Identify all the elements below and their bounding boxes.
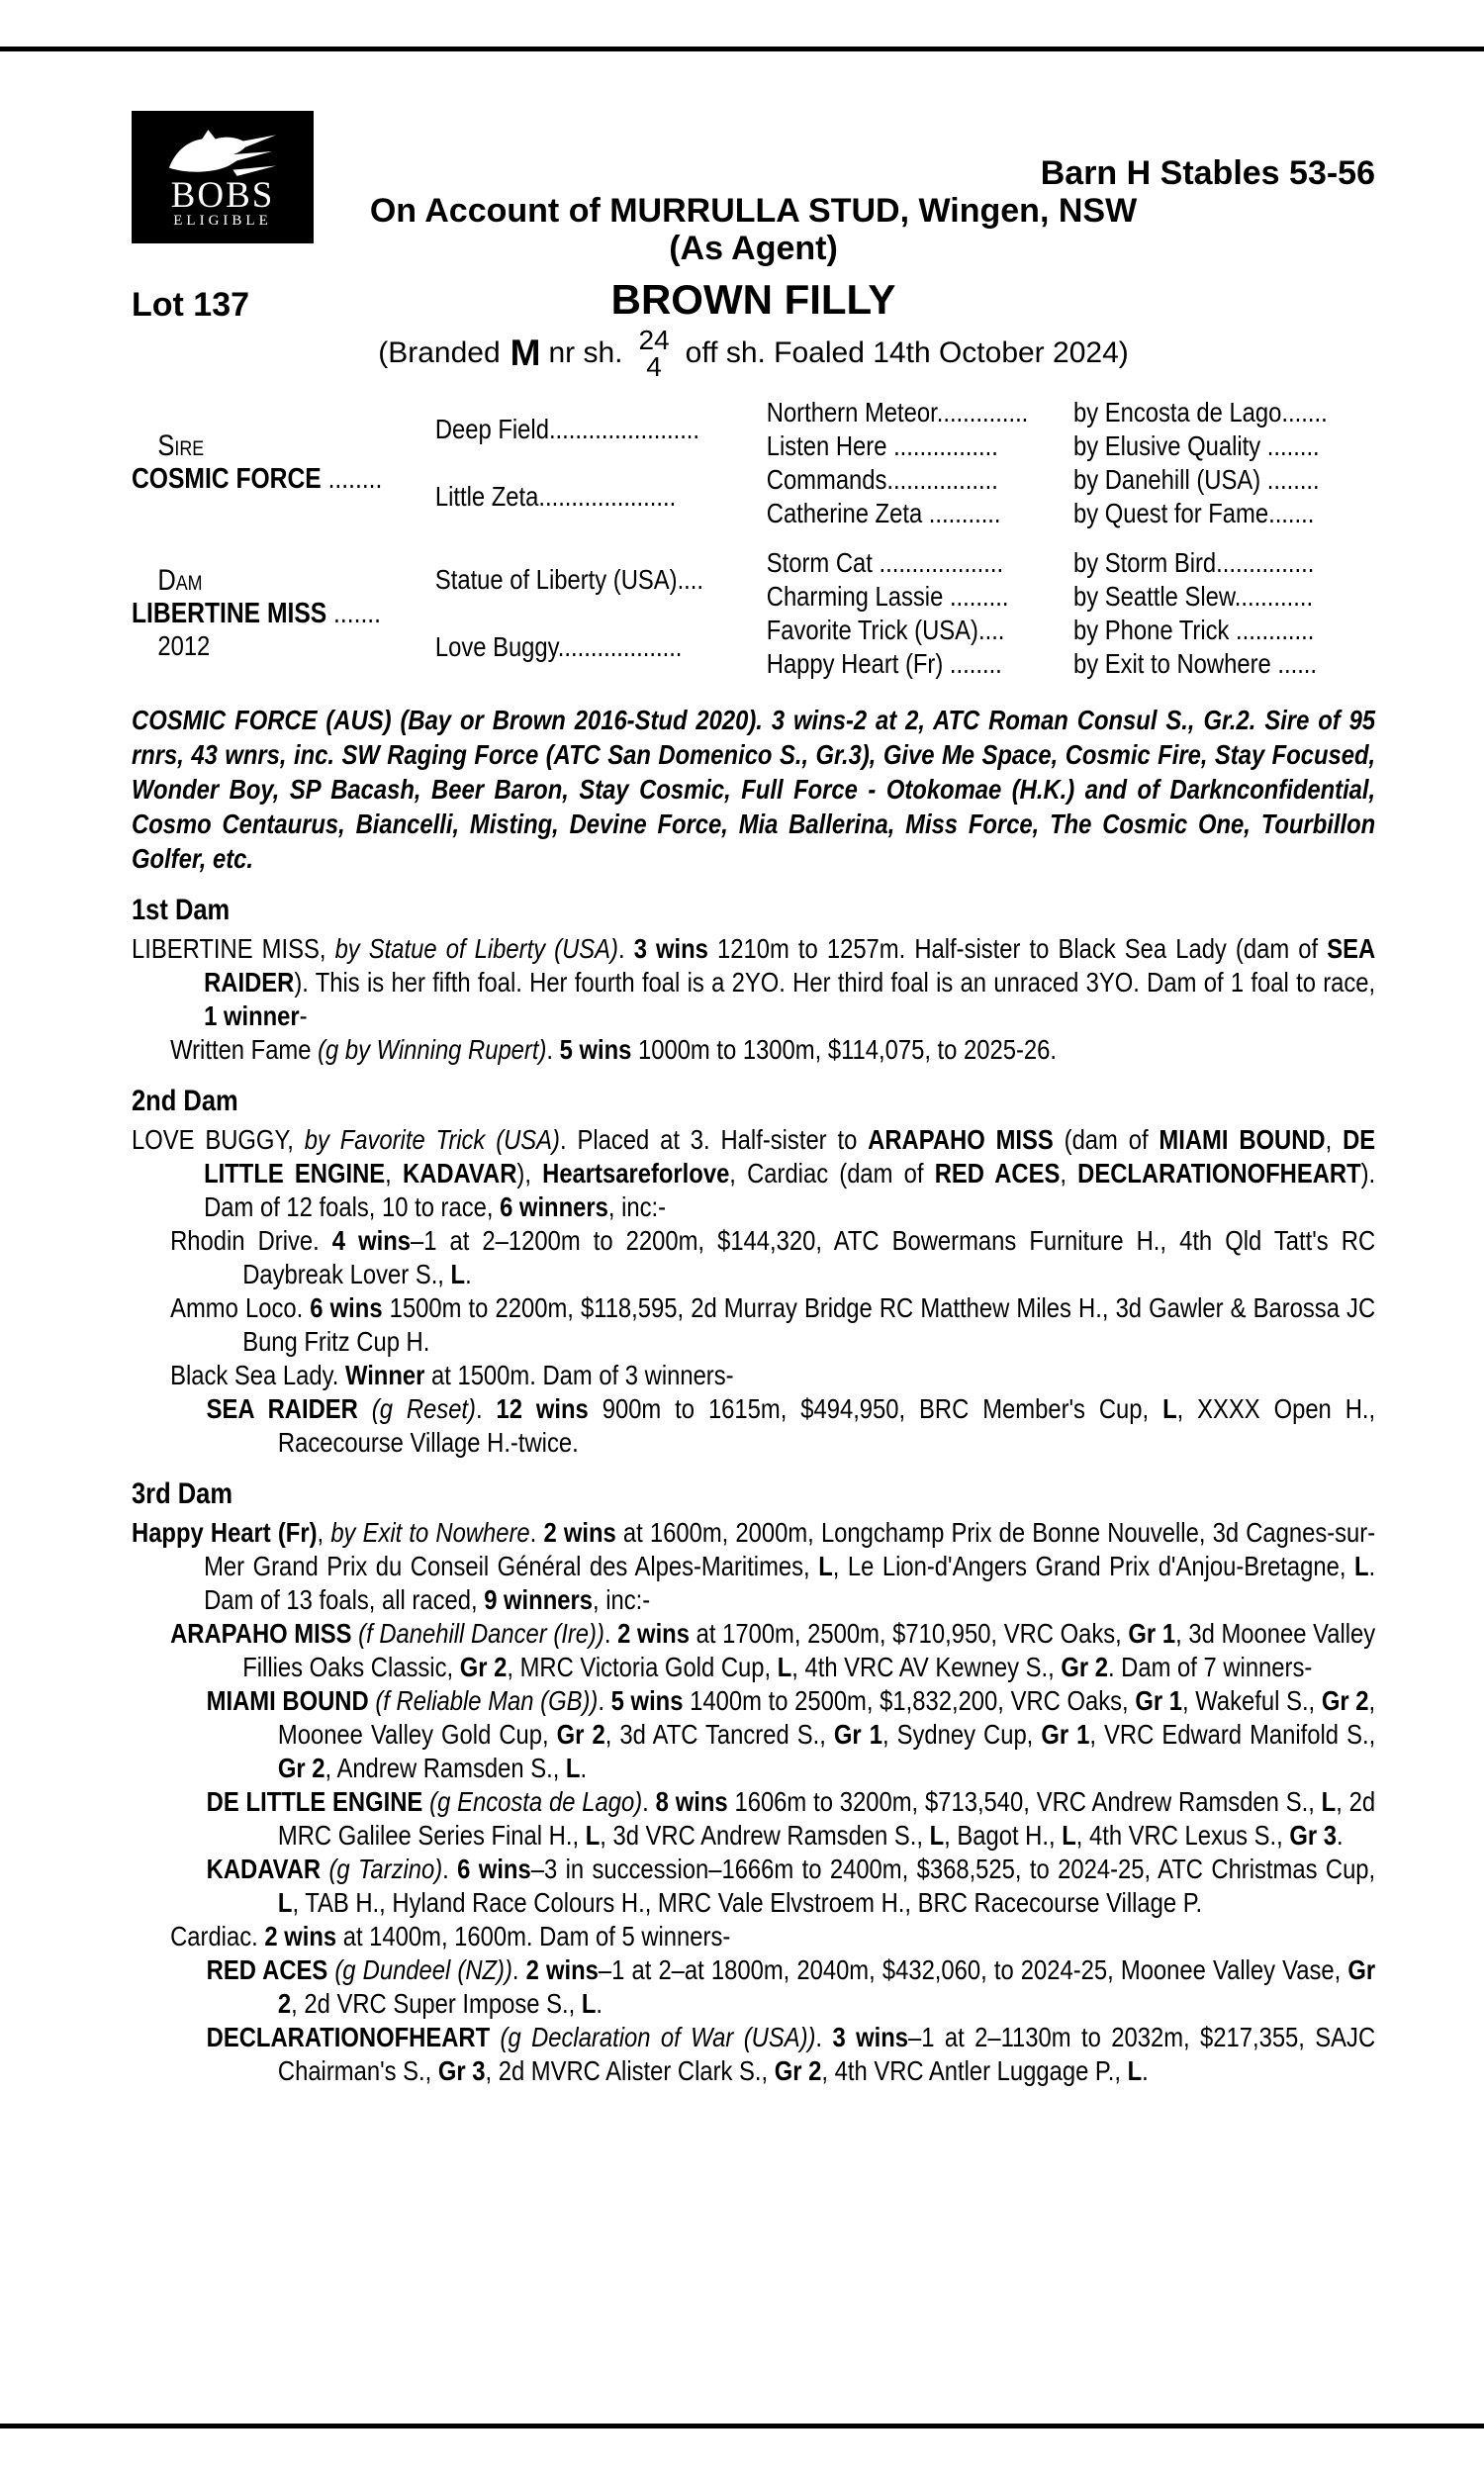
sire-name-dots: ........ [321,463,383,495]
text-run: Heartsareforlove [542,1158,730,1189]
pedigree-cell: Little Zeta..................... [434,481,677,512]
text-run: , Sydney Cup, [881,1719,1042,1750]
text-run: RED ACES [206,1954,335,1985]
logo-text-eligible: ELIGIBLE [173,212,272,229]
text-run: , MRC Victoria Gold Cup, [507,1652,778,1682]
text-run: (g Tarzino) [328,1854,443,1884]
text-run: . Dam of 13 foals, all raced, [204,1551,1376,1615]
text-run: 1500m to 2200m, $118,595, 2d Murray Bridge RC Matthew Miles H., 3d Gawler & Barossa JC Bung Fritz Cup H. [242,1292,1376,1357]
pedigree-row [767,396,1375,429]
dam-name-block [132,546,435,681]
branded-suffix: off sh. Foaled 14th October 2024) [685,336,1129,369]
text-run: , 3d ATC Tancred S., [604,1719,834,1750]
pedigree-cell: Favorite Trick (USA).... [766,615,1005,645]
text-run: –1 at 2–at 1800m, 2040m, $432,060, to 2024-25, Moonee Valley Vase, [598,1954,1348,1985]
brand-number-top: 24 [638,325,670,355]
dam-grandparents-column [767,546,1375,681]
text-run: , Bagot H., [944,1820,1063,1851]
text-run: L [1321,1786,1337,1817]
text-run: –1 at 2–1200m to 2200m, $144,320, ATC Bowermans Furniture H., 4th Qld Tatt's RC Daybreak Lover S., [242,1225,1376,1289]
sire-summary-paragraph [132,703,1375,876]
text-run: 9 winners [484,1584,593,1615]
text-run: L [277,1887,293,1918]
pedigree-paragraph [132,1920,1375,1953]
pedigree-cell: by Elusive Quality ........ [1073,430,1320,461]
pedigree-row [767,463,1375,497]
text-run: Winner [344,1360,425,1390]
text-run: LOVE BUGGY, [132,1124,305,1155]
text-run: , inc:- [607,1191,667,1222]
text-run: . [1142,2055,1149,2086]
pedigree-paragraph [132,1033,1375,1067]
text-run: L [929,1820,945,1851]
text-run: - [299,1000,308,1031]
text-run: . [617,933,634,964]
dam-parents-column [435,546,767,681]
text-run: at 1700m, 2500m, $710,950, VRC Oaks, [689,1618,1129,1649]
text-run: , VRC Edward Manifold S., [1089,1719,1376,1750]
dam-section-third-dam [132,1475,1375,2088]
sire-name-block [132,396,435,530]
text-run: DE LITTLE ENGINE [204,1124,1376,1189]
pedigree-cell: Storm Cat ................... [766,547,1004,578]
text-run: . [465,1259,472,1289]
pedigree-paragraph [132,2021,1375,2088]
text-run: Gr 3 [437,2055,486,2086]
text-run: –3 in succession–1666m to 2400m, $368,525, to 2024-25, ATC Christmas Cup, [530,1854,1376,1884]
pedigree-cell: Happy Heart (Fr) ........ [766,648,1002,679]
pedigree-cell: Commands................. [766,464,998,495]
pedigree-cell: Listen Here ................ [766,430,998,461]
text-run: , TAB H., Hyland Race Colours H., MRC Vale Elvstroem H., BRC Racecourse Village P. [292,1887,1203,1918]
text-run: Gr 2 [277,1753,325,1783]
dam-section-first-dam [132,891,1375,1067]
sire-label: Sire [157,429,205,462]
pedigree-cell: by Phone Trick ............ [1073,615,1315,645]
text-run: L [1354,1551,1369,1581]
text-run: Gr 2 [277,1954,1376,2019]
text-run: L [1162,1393,1177,1424]
text-run: Gr 1 [1135,1685,1183,1716]
text-run: 2 wins [617,1618,690,1649]
pedigree-paragraph [132,1617,1375,1684]
branding-line [132,327,1375,380]
text-run: , [1060,1158,1078,1189]
catalogue-body [132,396,1375,2088]
text-run: ), [516,1158,543,1189]
text-run: 6 wins [457,1854,531,1884]
text-run: 1 winner [204,1000,300,1031]
text-run: . Placed at 3. Half-sister to [559,1124,869,1155]
pedigree-cell: by Quest for Fame....... [1073,498,1315,528]
text-run: Gr 3 [1289,1820,1338,1851]
text-run: L [1127,2055,1143,2086]
text-run: . [815,2022,833,2052]
text-run: L [1062,1820,1076,1851]
dam-sections [132,891,1375,2088]
pedigree-paragraph [132,1291,1375,1359]
dam-name-text: LIBERTINE MISS [132,598,327,629]
text-run: , Le Lion-d'Angers Grand Prix d'Anjou-Bretagne, [832,1551,1355,1581]
text-run: Cardiac. [170,1921,265,1951]
text-run: , [1325,1124,1344,1155]
pedigree-paragraph [132,1853,1375,1920]
section-heading: 2nd Dam [132,1085,238,1117]
text-run: L [581,1988,597,2019]
logo-text-bobs: BOBS [170,174,275,216]
pedigree-cell: by Danehill (USA) ........ [1073,464,1320,495]
text-run: (g Reset) [371,1393,476,1424]
text-run: DECLARATIONOFHEART [206,2022,501,2052]
as-agent-line: (As Agent) [669,230,838,267]
text-run: . [1337,1820,1344,1851]
pedigree-paragraph [132,1359,1375,1392]
text-run: at 1400m, 1600m. Dam of 5 winners- [336,1921,731,1951]
dam-name-dots: ....... [326,598,382,629]
text-run: Gr 2 [1321,1685,1369,1716]
text-run: 5 wins [610,1685,684,1716]
text-run: Black Sea Lady. [170,1360,345,1390]
text-run: , Andrew Ramsden S., [325,1753,566,1783]
text-run: , [385,1158,403,1189]
text-run: 6 wins [310,1292,383,1323]
text-run: , 3d Moonee Valley Fillies Oaks Classic, [242,1618,1376,1682]
text-run: MIAMI BOUND [206,1685,376,1716]
dam-year: 2012 [157,630,211,661]
text-run: –1 at 2–1130m to 2032m, $217,355, SAJC Chairman's S., [277,2022,1376,2086]
pedigree-row [767,546,1375,580]
pedigree-cell: Statue of Liberty (USA).... [434,564,704,595]
text-run: by Statue of Liberty (USA) [334,933,618,964]
text-run: , 3d VRC Andrew Ramsden S., [600,1820,930,1851]
sire-group [132,396,1375,530]
text-run: KADAVAR [402,1158,517,1189]
pedigree-paragraph [132,932,1375,1033]
text-run: . [442,1854,458,1884]
lot-number: Lot 137 [132,286,250,324]
text-run: 2 wins [525,1954,599,1985]
text-run: , Cardiac (dam of [729,1158,935,1189]
text-run: 1400m to 2500m, $1,832,200, VRC Oaks, [683,1685,1136,1716]
pedigree-cell: Catherine Zeta ........... [766,498,1001,528]
text-run: 5 wins [559,1034,632,1065]
brand-mark-glyph: M [510,333,539,373]
section-heading: 1st Dam [132,894,231,926]
branded-nearside: nr sh. [548,336,623,369]
text-run: Gr 2 [774,2055,822,2086]
pedigree-paragraph [132,1516,1375,1617]
text-run: ARAPAHO MISS [170,1618,359,1649]
text-run: by Exit to Nowhere [330,1517,530,1548]
text-run: 1210m to 1257m. Half-sister to Black Sea Lady (dam of [707,933,1328,964]
bottom-rule [0,2424,1484,2428]
text-run: 3 wins [633,933,708,964]
text-run: Ammo Loco. [170,1292,311,1323]
text-run: 2 wins [543,1517,616,1548]
brand-number-bottom: 4 [646,351,662,382]
top-rule [0,47,1484,51]
text-run: at 1600m, 2000m, Longchamp Prix de Bonne Nouvelle, 3d Cagnes-sur-Mer Grand Prix du Conseil Général des Alpes-Maritimes, [204,1517,1376,1581]
text-run: (g by Winning Rupert) [318,1034,547,1065]
text-run: Written Fame [170,1034,319,1065]
text-run: SEA RAIDER [204,933,1376,998]
text-run: , [317,1517,331,1548]
text-run: 12 wins [496,1393,589,1424]
text-run: L [818,1551,833,1581]
pedigree-paragraph [132,1123,1375,1224]
text-run: , 2d MVRC Alister Clark S., [485,2055,775,2086]
dam-name [132,597,435,630]
text-run: Rhodin Drive. [170,1225,332,1256]
text-run: , 4th VRC Lexus S., [1075,1820,1290,1851]
pedigree-row [767,614,1375,647]
text-run: , inc:- [592,1584,651,1615]
text-run: Gr 2 [459,1652,508,1682]
sire-name-text: COSMIC FORCE [132,463,322,495]
section-heading: 3rd Dam [132,1477,233,1510]
text-run: 4 wins [331,1225,411,1256]
dam-group [132,546,1375,681]
text-run: . [511,1954,526,1985]
text-run: 1000m to 1300m, $114,075, to 2025-26. [631,1034,1057,1065]
text-run: , 4th VRC Antler Luggage P., [821,2055,1128,2086]
text-run: (dam of [1053,1124,1159,1155]
text-run: at 1500m. Dam of 3 winners- [424,1360,734,1390]
text-run: Gr 1 [1041,1719,1090,1750]
pedigree-paragraph [132,1392,1375,1460]
branded-prefix: (Branded [378,336,501,369]
text-run: 900m to 1615m, $494,950, BRC Member's Cup, [588,1393,1163,1424]
dam-label: Dam [157,564,203,597]
text-run: . [596,1988,603,2019]
pedigree-cell: Northern Meteor.............. [766,397,1029,428]
text-run: . Dam of 7 winners- [1107,1652,1313,1682]
text-run: Happy Heart (Fr) [132,1517,318,1548]
pedigree-paragraph [132,1785,1375,1853]
pedigree-row [767,647,1375,681]
text-run: , Moonee Valley Gold Cup, [277,1685,1376,1750]
text-run: , XXXX Open H., Racecourse Village H.-twice. [277,1393,1376,1458]
text-run: (g Declaration of War (USA)) [500,2022,816,2052]
text-run: ). Dam of 12 foals, 10 to race, [204,1158,1376,1222]
dam-section-second-dam [132,1082,1375,1460]
text-run: . [529,1517,544,1548]
text-run: (f Reliable Man (GB)) [375,1685,599,1716]
text-run: (g Dundeel (NZ)) [334,1954,512,1985]
text-run: MIAMI BOUND [1159,1124,1326,1155]
text-run: (g Encosta de Lago) [429,1786,643,1817]
pedigree-paragraph [132,1953,1375,2021]
text-run: 1606m to 3200m, $713,540, VRC Andrew Ramsden S., [727,1786,1322,1817]
text-run: Gr 2 [556,1719,605,1750]
page-title: BROWN FILLY [610,276,896,323]
text-run: L [777,1652,792,1682]
brand-number-stack [633,327,676,380]
pedigree-paragraph [132,1684,1375,1785]
text-run: SEA RAIDER [206,1393,372,1424]
text-run: L [585,1820,601,1851]
pedigree-paragraph [132,1224,1375,1291]
pedigree-cell: Charming Lassie ......... [766,581,1009,612]
text-run: RED ACES [934,1158,1061,1189]
text-run: , 2d MRC Galilee Series Final H., [277,1786,1376,1851]
text-run: ARAPAHO MISS [868,1124,1054,1155]
vendor-account-line: On Account of MURRULLA STUD, Wingen, NSW [369,192,1138,230]
text-run: . [603,1618,618,1649]
text-run: L [565,1753,581,1783]
text-run: 6 winners [500,1191,608,1222]
pedigree-cell: by Encosta de Lago....... [1073,397,1328,428]
text-run: COSMIC FORCE (AUS) (Bay or Brown 2016-Stud 2020). 3 wins-2 at 2, ATC Roman Consul S., Gr.2. Sire of 95 rnrs, 43 wnrs, inc. SW Raging Force (ATC San Domenico S., Gr.3), Give Me Space, Cosmic Fire, Stay Focused, Wonder Boy, SP Bacash, Beer Baron, Stay Cosmic, Full Force - Otokomae (H.K.) and of Darknconfidential, Cosmo Centaurus, Biancelli, Misting, Devine Force, Mia Ballerina, Miss Force, The Cosmic One, Tourbillon Golfer, etc. [132,705,1376,874]
text-run: Gr 1 [1128,1618,1176,1649]
pedigree-cell: by Exit to Nowhere ...... [1073,648,1318,679]
barn-stables-label: Barn H Stables 53-56 [1040,154,1375,192]
pedigree-row [767,497,1375,530]
text-run: Gr 1 [833,1719,882,1750]
sire-parents-column [435,396,767,530]
text-run: KADAVAR [206,1854,329,1884]
text-run: 8 wins [655,1786,728,1817]
text-run: DE LITTLE ENGINE [206,1786,430,1817]
text-run: by Favorite Trick (USA) [304,1124,560,1155]
text-run: . [642,1786,656,1817]
pedigree-cell: by Storm Bird............... [1073,547,1315,578]
text-run: 3 wins [832,2022,908,2052]
text-run: , 2d VRC Super Impose S., [291,1988,582,2019]
text-run: Gr 2 [1061,1652,1108,1682]
pedigree-row [767,580,1375,614]
sire-name [132,462,435,496]
text-run: . [475,1393,497,1424]
pedigree-cell: Deep Field....................... [434,414,700,444]
sire-grandparents-column [767,396,1375,530]
text-run: (f Danehill Dancer (Ire)) [358,1618,604,1649]
text-run: , 4th VRC AV Kewney S., [791,1652,1062,1682]
text-run: ). This is her fifth foal. Her fourth foal is a 2YO. Her third foal is an unraced 3YO. Dam of 1 foal to race, [294,967,1376,998]
text-run: L [450,1259,466,1289]
pedigree-cell: Love Buggy................... [434,631,683,662]
pedigree-table [132,396,1375,681]
pedigree-row [767,429,1375,463]
text-run: LIBERTINE MISS, [132,933,335,964]
text-run: . [580,1753,588,1783]
text-run: , Wakeful S., [1182,1685,1322,1716]
text-run: . [546,1034,560,1065]
text-run: DECLARATIONOFHEART [1077,1158,1361,1189]
text-run: 2 wins [264,1921,337,1951]
pedigree-cell: by Seattle Slew............ [1073,581,1314,612]
text-run: . [598,1685,611,1716]
